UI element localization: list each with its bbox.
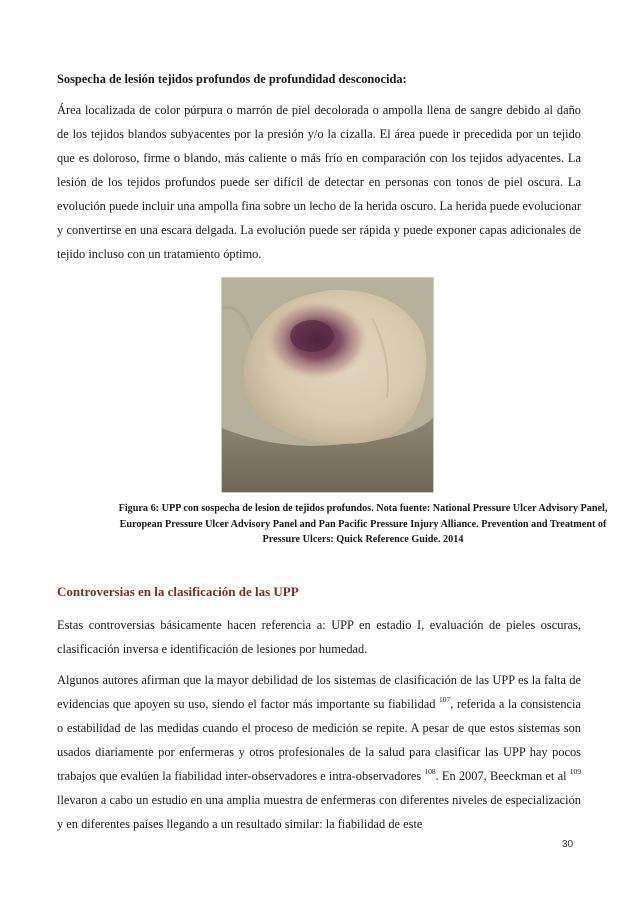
body-paragraph xyxy=(57,668,581,836)
body-paragraph: Área localizada de color púrpura o marrón de piel decolorada o ampolla llena de sangre debido al daño de los tejidos blandos subyacentes por la presión y/o la cizalla. El área puede ir precedida por un tejido que es doloroso, firme o blando, más caliente o más frío en comparación con los tejidos adyacentes. La lesión de los tejidos profundos puede ser difícil de detectar en personas con tonos de piel oscura. La evolución puede incluir una ampolla fina sobre un lecho de la herida oscuro. La herida puede evolucionar y convertirse en una escara delgada. La evolución puede ser rápida y puede exponer capas adicionales de tejido incluso con un tratamiento óptimo. xyxy=(57,103,581,261)
figure-caption: Figura 6: UPP con sospecha de lesion de tejidos profundos. Nota fuente: National Pressure Ulcer Advisory Panel, European Pressure Ulcer Advisory Panel and Pan Pacific Pressure Injury Alliance. Prevention and Treatment of Pressure Ulcers: Quick Reference Guide. 2014 xyxy=(118,503,608,545)
paragraph-text: , referida a la consistencia o estabilidad de las medidas cuando el proceso de medición se repite. A pesar de que estos sistemas son usados diariamente por enfermeras y otros profesionales de la salud para clasificar las UPP hay pocos trabajos que evalúen la fiabilidad inter-observadores e intra-observadores xyxy=(57,697,581,783)
paragraph-text: . En 2007, Beeckman et al xyxy=(435,769,570,783)
citation-reference: 109 xyxy=(569,767,581,776)
citation-reference: 108 xyxy=(424,767,436,776)
wound-photo-illustration xyxy=(222,278,433,492)
paragraph-text: Algunos autores afirman que la mayor debilidad de los sistemas de clasificación de las UPP es la falta de evidencias que apoyen su uso, siendo el factor más importante su fiabilidad xyxy=(57,673,581,711)
paragraph-text: llevaron a cabo un estudio en una amplia muestra de enfermeras con diferentes niveles de especialización y en diferentes países llegando a un resultado similar: la fiabilidad de este xyxy=(57,793,581,831)
page-number: 30 xyxy=(562,839,574,850)
section-title: Controversias en la clasificación de las UPP xyxy=(57,584,299,599)
section-heading: Sospecha de lesión tejidos profundos de profundidad desconocida: xyxy=(57,72,407,86)
body-paragraph: Estas controversias básicamente hacen referencia a: UPP en estadio I, evaluación de pieles oscuras, clasificación inversa e identificación de lesiones por humedad. xyxy=(57,618,581,656)
citation-reference: 107 xyxy=(439,695,451,704)
wound-photo xyxy=(221,277,434,493)
